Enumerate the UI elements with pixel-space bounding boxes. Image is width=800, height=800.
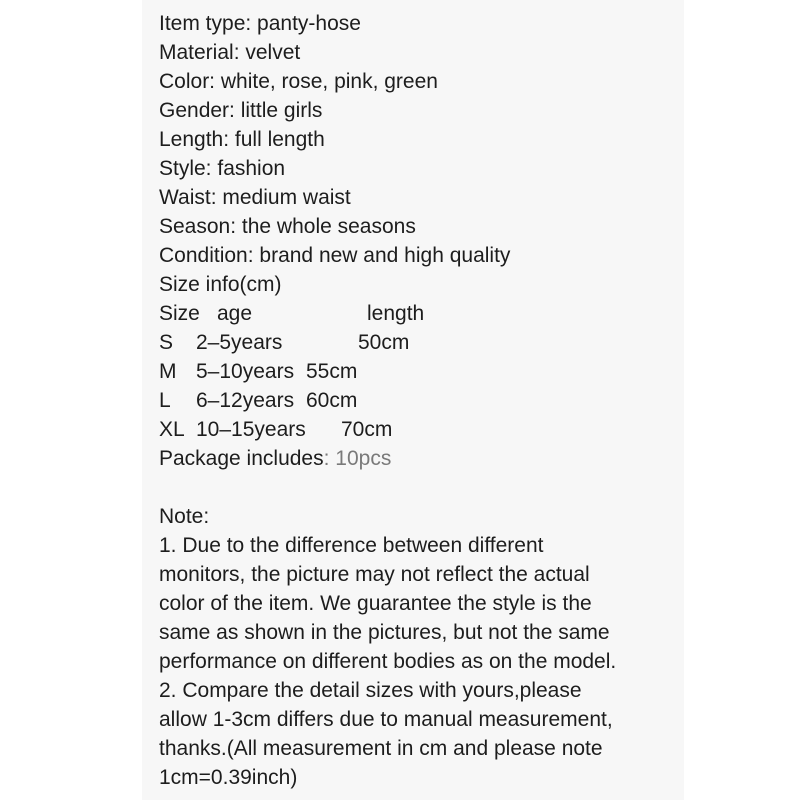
length-cell: 50cm	[358, 331, 410, 354]
package-label: Package includes	[159, 447, 324, 470]
note-title: Note:	[159, 505, 210, 528]
spec-item-type: Item type: panty-hose	[159, 12, 361, 35]
spec-condition: Condition: brand new and high quality	[159, 244, 511, 267]
note-line: same as shown in the pictures, but not the same	[159, 621, 610, 644]
size-table-header	[159, 299, 679, 328]
spec-waist: Waist: medium waist	[159, 186, 351, 209]
age-cell: 5–10years	[196, 360, 295, 383]
size-cell: L	[159, 389, 171, 412]
note-line: monitors, the picture may not reflect the actual	[159, 563, 590, 586]
length-cell: 60cm	[306, 389, 358, 412]
note-line: 1cm=0.39inch)	[159, 766, 298, 789]
size-cell: S	[159, 331, 174, 354]
age-cell: 10–15years	[196, 418, 306, 441]
size-cell: M	[159, 360, 177, 383]
age-cell: 6–12years	[196, 389, 295, 412]
size-row-l	[159, 386, 679, 415]
description-text	[159, 9, 679, 792]
note-line: thanks.(All measurement in cm and please note	[159, 737, 603, 760]
product-description-panel	[142, 0, 684, 800]
size-row-s	[159, 328, 679, 357]
spec-season: Season: the whole seasons	[159, 215, 416, 238]
age-header: age	[217, 302, 253, 325]
spacer	[159, 473, 679, 502]
spec-length: Length: full length	[159, 128, 325, 151]
spec-gender: Gender: little girls	[159, 99, 323, 122]
package-includes	[159, 444, 679, 473]
size-row-m	[159, 357, 679, 386]
size-header: Size	[159, 302, 200, 325]
spec-style: Style: fashion	[159, 157, 286, 180]
note-line: performance on different bodies as on the model.	[159, 650, 617, 673]
spec-color: Color: white, rose, pink, green	[159, 70, 438, 93]
size-row-xl	[159, 415, 679, 444]
spec-material: Material: velvet	[159, 41, 301, 64]
length-cell: 70cm	[341, 418, 393, 441]
note-line: allow 1-3cm differs due to manual measurement,	[159, 708, 613, 731]
age-cell: 2–5years	[196, 331, 283, 354]
note-line: color of the item. We guarantee the style is the	[159, 592, 592, 615]
note-line: 2. Compare the detail sizes with yours,please	[159, 679, 582, 702]
package-value: : 10pcs	[323, 447, 392, 470]
size-info-heading: Size info(cm)	[159, 273, 282, 296]
length-header: length	[367, 302, 425, 325]
size-cell: XL	[159, 418, 185, 441]
note-line: 1. Due to the difference between different	[159, 534, 544, 557]
length-cell: 55cm	[306, 360, 358, 383]
